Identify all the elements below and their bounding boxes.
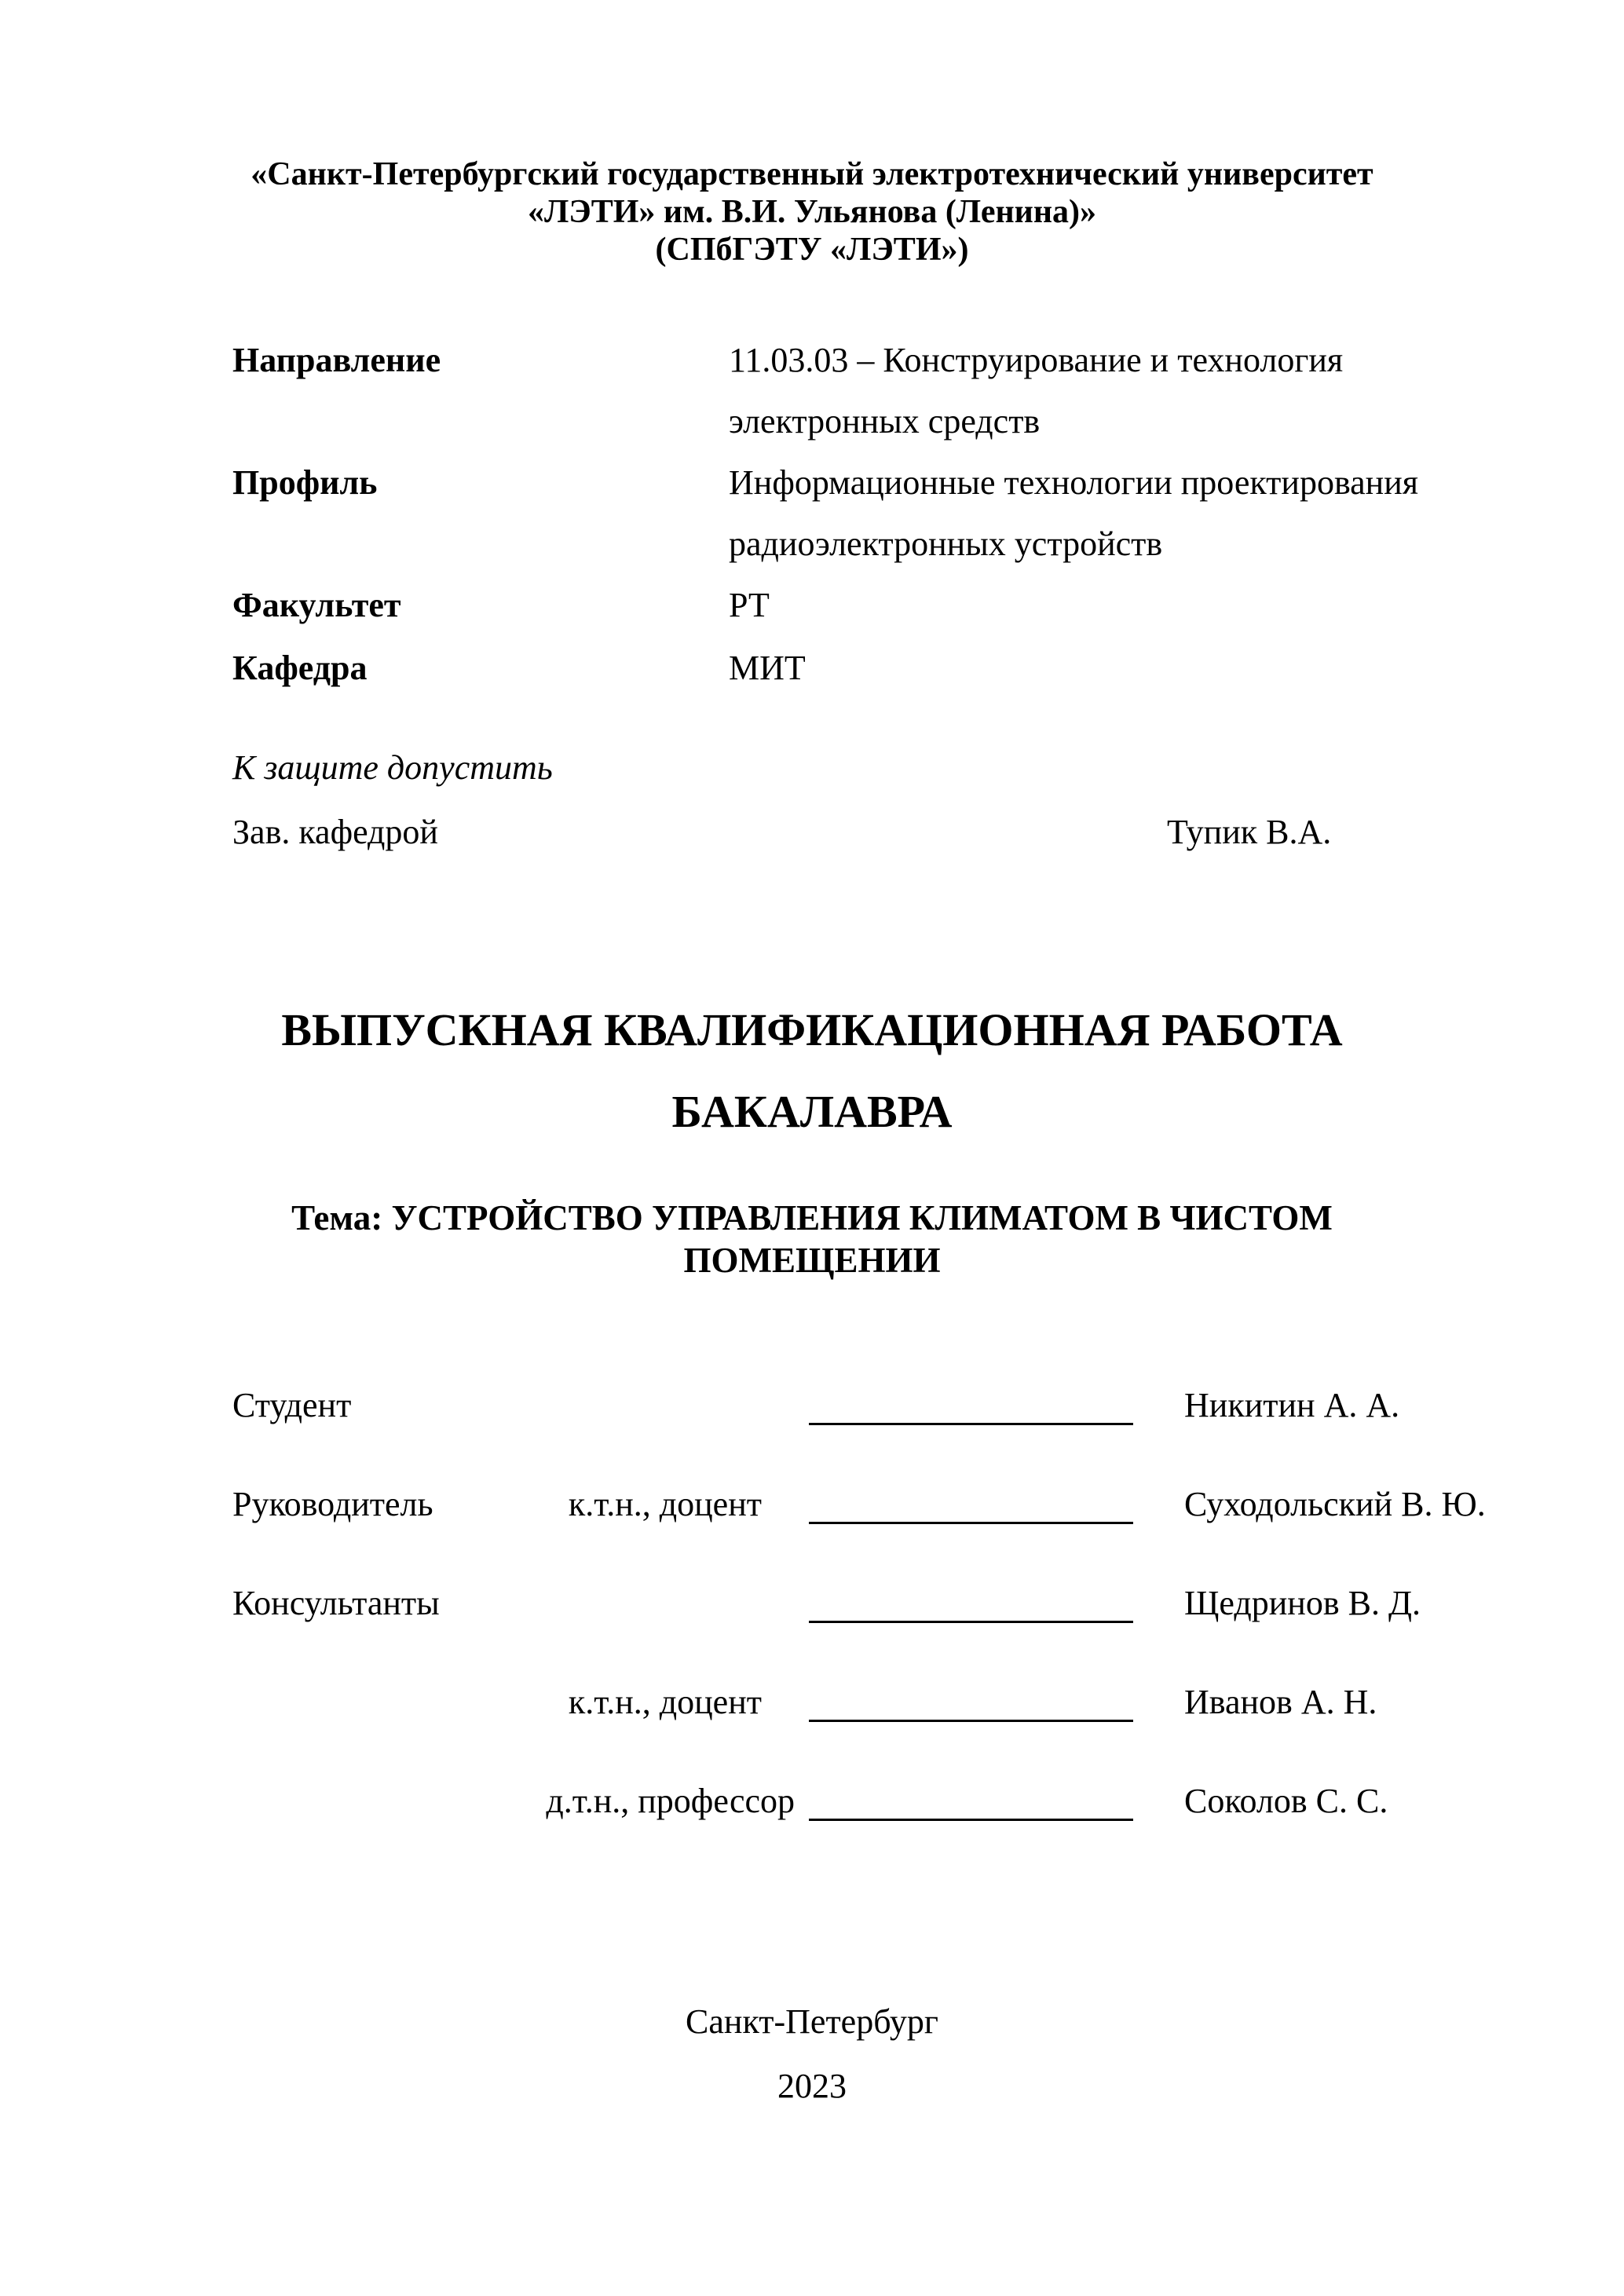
- year: 2023: [777, 2067, 847, 2105]
- signature-line: [809, 1621, 1133, 1623]
- approval-role: Зав. кафедрой: [232, 813, 438, 851]
- signature-row-consultant-1: [0, 1580, 1624, 1635]
- direction-label: Направление: [232, 341, 441, 379]
- university-header: [0, 155, 1624, 269]
- signature-row-consultant-2: [0, 1679, 1624, 1734]
- profile-label: Профиль: [232, 463, 378, 502]
- signature-line: [809, 1819, 1133, 1821]
- approval-note: К защите допустить: [232, 748, 553, 787]
- university-name-line-1: «Санкт-Петербургский государственный электротехнический университет: [251, 156, 1373, 192]
- signature-row-supervisor: [0, 1481, 1624, 1536]
- signature-line: [809, 1522, 1133, 1524]
- profile-value-line-1: Информационные технологии проектирования: [729, 463, 1419, 502]
- city: Санкт-Петербург: [686, 2002, 938, 2041]
- work-title-line-1: ВЫПУСКНАЯ КВАЛИФИКАЦИОННАЯ РАБОТА: [281, 1004, 1343, 1055]
- signature-row-consultant-3: [0, 1778, 1624, 1833]
- work-title-line-2: БАКАЛАВРА: [671, 1086, 953, 1137]
- signature-name: Щедринов В. Д.: [1184, 1584, 1421, 1622]
- university-name-line-2: «ЛЭТИ» им. В.И. Ульянова (Ленина)»: [527, 194, 1097, 230]
- signature-row-student: [0, 1382, 1624, 1437]
- direction-value-line-2: электронных средств: [729, 402, 1041, 441]
- faculty-value: [729, 575, 1561, 636]
- signature-line: [809, 1720, 1133, 1722]
- signature-name: Суходольский В. Ю.: [1184, 1485, 1486, 1523]
- faculty-label: Факультет: [232, 586, 401, 624]
- topic-line-2: ПОМЕЩЕНИИ: [683, 1241, 941, 1280]
- work-title: [0, 989, 1624, 1153]
- signature-degree: к.т.н., доцент: [568, 1683, 762, 1721]
- department-value-line-1: МИТ: [729, 649, 806, 687]
- topic-line-1: Тема: УСТРОЙСТВО УПРАВЛЕНИЯ КЛИМАТОМ В ЧИСТОМ: [291, 1198, 1333, 1238]
- department-label: Кафедра: [232, 649, 368, 687]
- signature-degree: д.т.н., профессор: [546, 1782, 795, 1820]
- signature-degree: к.т.н., доцент: [568, 1485, 762, 1523]
- footer: [0, 1990, 1624, 2119]
- signature-name: Соколов С. С.: [1184, 1782, 1388, 1820]
- signature-line: [809, 1423, 1133, 1425]
- signature-role: Студент: [232, 1386, 352, 1424]
- signature-role: Руководитель: [232, 1485, 433, 1523]
- signature-name: Никитин А. А.: [1184, 1386, 1400, 1424]
- signature-name: Иванов А. Н.: [1184, 1683, 1377, 1721]
- topic: [0, 1197, 1624, 1281]
- department-value: [729, 638, 1561, 699]
- direction-value-line-1: 11.03.03 – Конструирование и технология: [729, 341, 1344, 379]
- profile-value: [729, 452, 1561, 575]
- profile-value-line-2: радиоэлектронных устройств: [729, 525, 1163, 563]
- university-abbreviation: (СПбГЭТУ «ЛЭТИ»): [655, 232, 969, 268]
- approval-name: Тупик В.А.: [1167, 813, 1332, 851]
- direction-value: [729, 330, 1561, 452]
- signature-role: Консультанты: [232, 1584, 440, 1622]
- faculty-value-line-1: РТ: [729, 586, 770, 624]
